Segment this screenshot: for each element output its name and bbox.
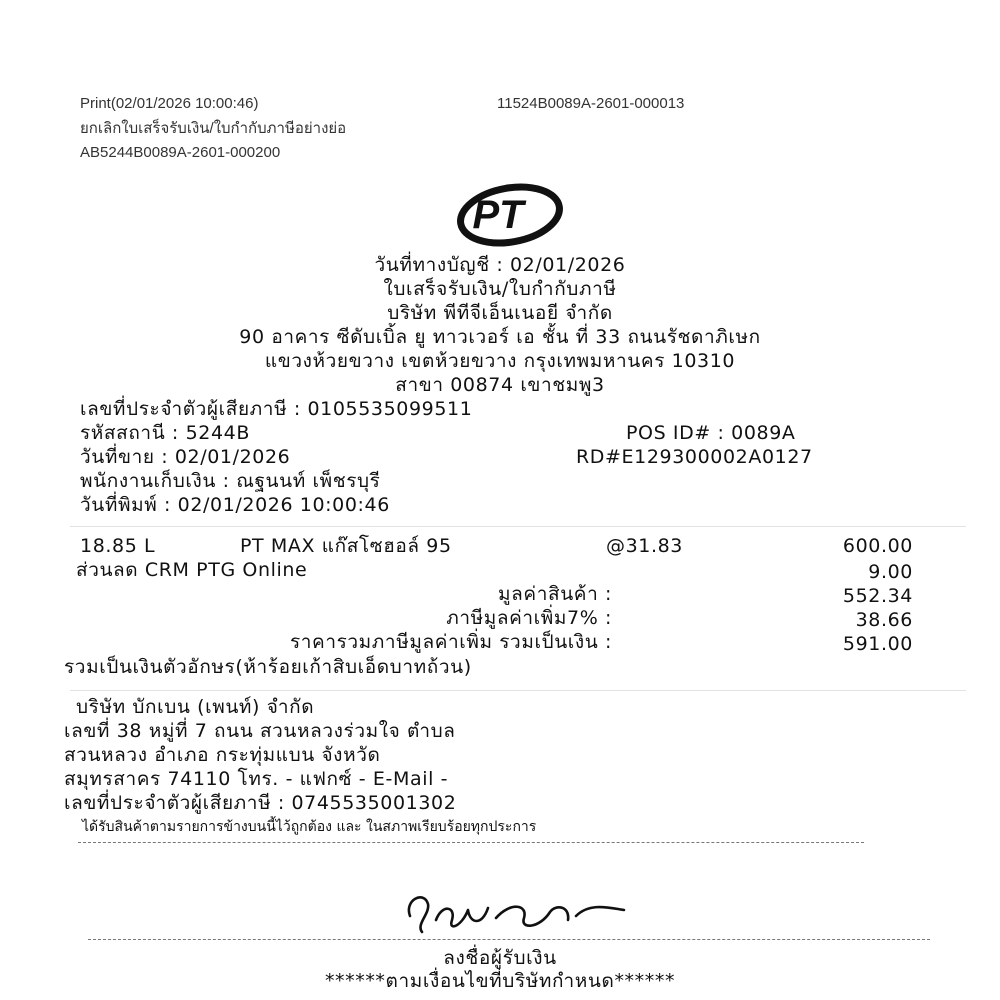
- customer-address-line-2: สวนหลวง อำเภอ กระทุ่มแบน จังหวัด: [64, 744, 381, 766]
- separator-line: [70, 526, 966, 527]
- grand-total-value: 591.00: [842, 633, 913, 655]
- logo-text: PT: [472, 193, 524, 237]
- customer-address-line-1: เลขที่ 38 หมู่ที่ 7 ถนน สวนหลวงร่วมใจ ตำบล: [64, 720, 456, 742]
- cashier: พนักงานเก็บเงิน : ณฐนนท์ เพ็ชรบุรี: [80, 470, 381, 492]
- terms-footer: ******ตามเงื่อนไขที่บริษัทกำหนด******: [324, 970, 676, 992]
- subtotal-label: มูลค่าสินค้า :: [498, 583, 612, 605]
- signature-image: [400, 880, 640, 940]
- item-quantity: 18.85 L: [80, 535, 156, 557]
- vat-label: ภาษีมูลค่าเพิ่ม7% :: [446, 607, 612, 629]
- rd-number: RD#E129300002A0127: [576, 446, 813, 468]
- customer-address-line-3: สมุทรสาคร 74110 โทร. - แฟกซ์ - E-Mail -: [64, 768, 449, 790]
- company-address-line-2: แขวงห้วยขวาง เขตห้วยขวาง กรุงเทพมหานคร 10310: [264, 350, 736, 372]
- print-timestamp: Print(02/01/2026 10:00:46): [80, 95, 259, 112]
- pos-id: POS ID# : 0089A: [626, 422, 796, 444]
- subtotal-value: 552.34: [842, 585, 913, 607]
- signature-label: ลงชื่อผู้รับเงิน: [443, 947, 557, 969]
- reference-number: AB5244B0089A-2601-000200: [80, 144, 281, 161]
- item-amount: 600.00: [842, 535, 913, 557]
- station-code: รหัสสถานี : 5244B: [80, 422, 250, 444]
- discount-label: ส่วนลด CRM PTG Online: [76, 559, 308, 581]
- receipt-confirmation: ได้รับสินค้าตามรายการข้างบนนี้ไว้ถูกต้อง และ ในสภาพเรียบร้อยทุกประการ: [82, 819, 537, 835]
- account-date: วันที่ทางบัญชี : 02/01/2026: [374, 254, 626, 276]
- item-unit-price: @31.83: [606, 535, 683, 557]
- customer-tax-id: เลขที่ประจำตัวผู้เสียภาษี : 0745535001302: [64, 792, 457, 814]
- discount-amount: 9.00: [868, 561, 913, 583]
- company-address-line-1: 90 อาคาร ซีดับเบิ้ล ยู ทาวเวอร์ เอ ชั้น ที่ 33 ถนนรัชดาภิเษก: [239, 326, 761, 348]
- separator-line: [70, 690, 966, 691]
- item-product: PT MAX แก๊สโซฮอล์ 95: [240, 535, 452, 557]
- document-number: 11524B0089A-2601-000013: [497, 95, 685, 112]
- print-date: วันที่พิมพ์ : 02/01/2026 10:00:46: [80, 494, 390, 516]
- company-name: บริษัท พีทีจีเอ็นเนอยี จำกัด: [387, 302, 613, 324]
- sale-date: วันที่ขาย : 02/01/2026: [80, 446, 291, 468]
- pt-logo-icon: [448, 182, 566, 248]
- grand-total-label: ราคารวมภาษีมูลค่าเพิ่ม รวมเป็นเงิน :: [289, 631, 612, 653]
- cancel-note: ยกเลิกใบเสร็จรับเงิน/ใบกำกับภาษีอย่างย่อ: [80, 120, 347, 137]
- dashed-divider: [78, 842, 864, 843]
- signature-line: [88, 939, 930, 940]
- total-in-words: รวมเป็นเงินตัวอักษร(ห้าร้อยเก้าสิบเอ็ดบาทถ้วน): [64, 656, 472, 678]
- company-tax-id: เลขที่ประจำตัวผู้เสียภาษี : 0105535099511: [80, 398, 473, 420]
- branch: สาขา 00874 เขาชมพู3: [395, 374, 605, 396]
- document-title: ใบเสร็จรับเงิน/ใบกำกับภาษี: [383, 278, 617, 300]
- vat-value: 38.66: [855, 609, 913, 631]
- customer-company: บริษัท บักเบน (เพนท์) จำกัด: [76, 696, 315, 718]
